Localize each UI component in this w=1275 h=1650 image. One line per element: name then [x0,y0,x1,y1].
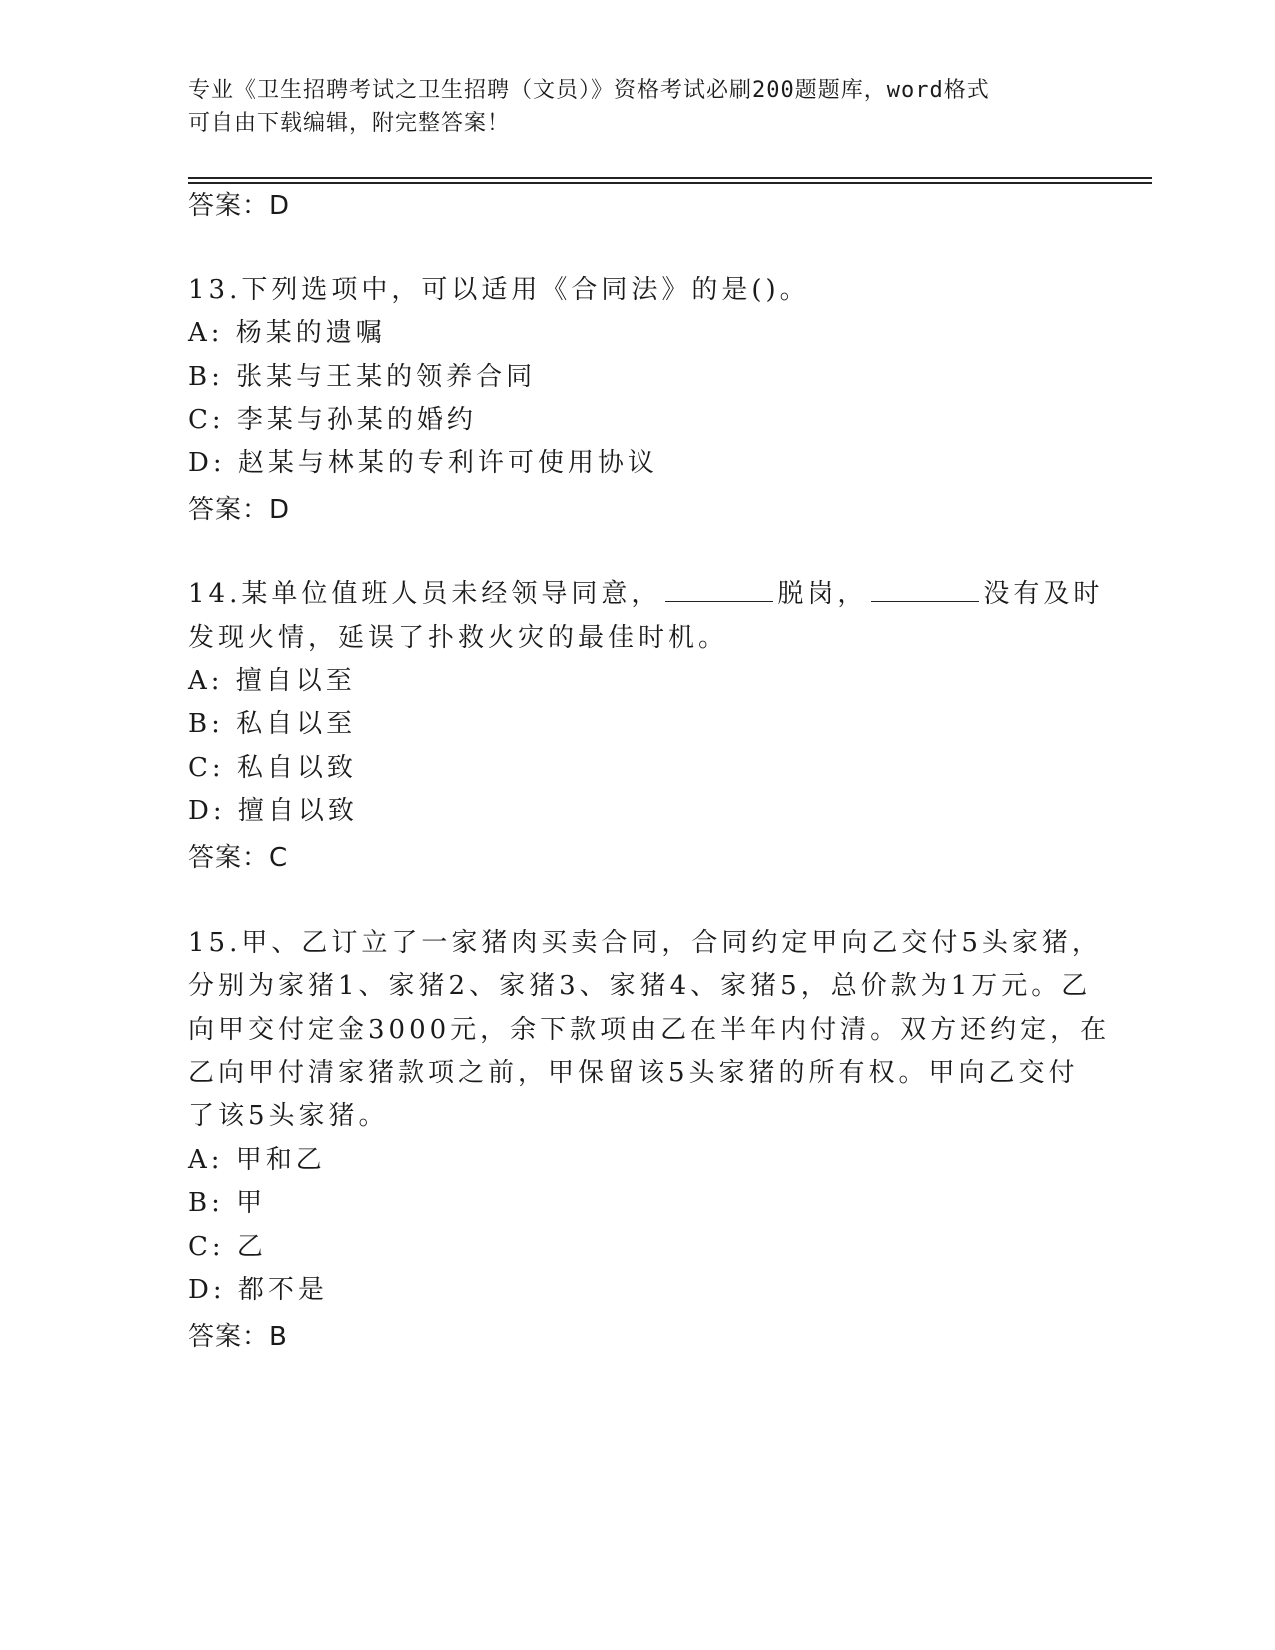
q13-option-d: D: 赵某与林某的专利许可使用协议 [188,448,658,478]
q14-text-part-1: 14.某单位值班人员未经领导同意， [188,579,662,609]
header-line-1: 专业《卫生招聘考试之卫生招聘（文员）》资格考试必刷200题题库，word格式 [188,78,990,103]
q14-blank-1 [665,579,773,602]
answer-q12: 答案：D [188,191,291,221]
header-divider-top [188,177,1152,179]
q14-text-part-3: 没有及时 [983,579,1104,609]
question-15-line-1: 15.甲、乙订立了一家猪肉买卖合同，合同约定甲向乙交付5头家猪， [188,928,1102,958]
q13-option-c: C: 李某与孙某的婚约 [188,405,477,435]
header-divider-bottom [188,182,1152,184]
question-13: 13.下列选项中，可以适用《合同法》的是()。 [188,275,810,305]
header-line-2: 可自由下载编辑，附完整答案！ [188,111,511,136]
answer-q15: 答案：B [188,1322,288,1352]
answer-q14: 答案：C [188,843,289,873]
question-14-line-1 [188,578,1103,610]
q14-option-b: B: 私自以至 [188,709,357,739]
q13-option-b: B: 张某与王某的领养合同 [188,362,537,392]
question-15-line-4: 乙向甲付清家猪款项之前，甲保留该5头家猪的所有权。甲向乙交付 [188,1058,1079,1088]
q14-blank-2 [871,579,979,602]
question-15-line-5: 了该5头家猪。 [188,1101,389,1131]
q15-option-a: A: 甲和乙 [188,1145,326,1175]
q13-option-a: A: 杨某的遗嘱 [188,318,386,348]
question-14-line-2: 发现火情，延误了扑救火灾的最佳时机。 [188,623,729,653]
q15-option-c: C: 乙 [188,1232,267,1262]
answer-q13: 答案：D [188,495,291,525]
document-header [188,74,1068,140]
q14-text-part-2: 脱岗， [777,579,868,609]
question-15-line-2: 分别为家猪1、家猪2、家猪3、家猪4、家猪5，总价款为1万元。乙 [188,971,1092,1001]
q15-option-b: B: 甲 [188,1188,267,1218]
q14-option-a: A: 擅自以至 [188,666,356,696]
question-15-line-3: 向甲交付定金3000元，余下款项由乙在半年内付清。双方还约定，在 [188,1015,1111,1045]
q14-option-d: D: 擅自以致 [188,796,358,826]
q14-option-c: C: 私自以致 [188,753,357,783]
q15-option-d: D: 都不是 [188,1275,328,1305]
